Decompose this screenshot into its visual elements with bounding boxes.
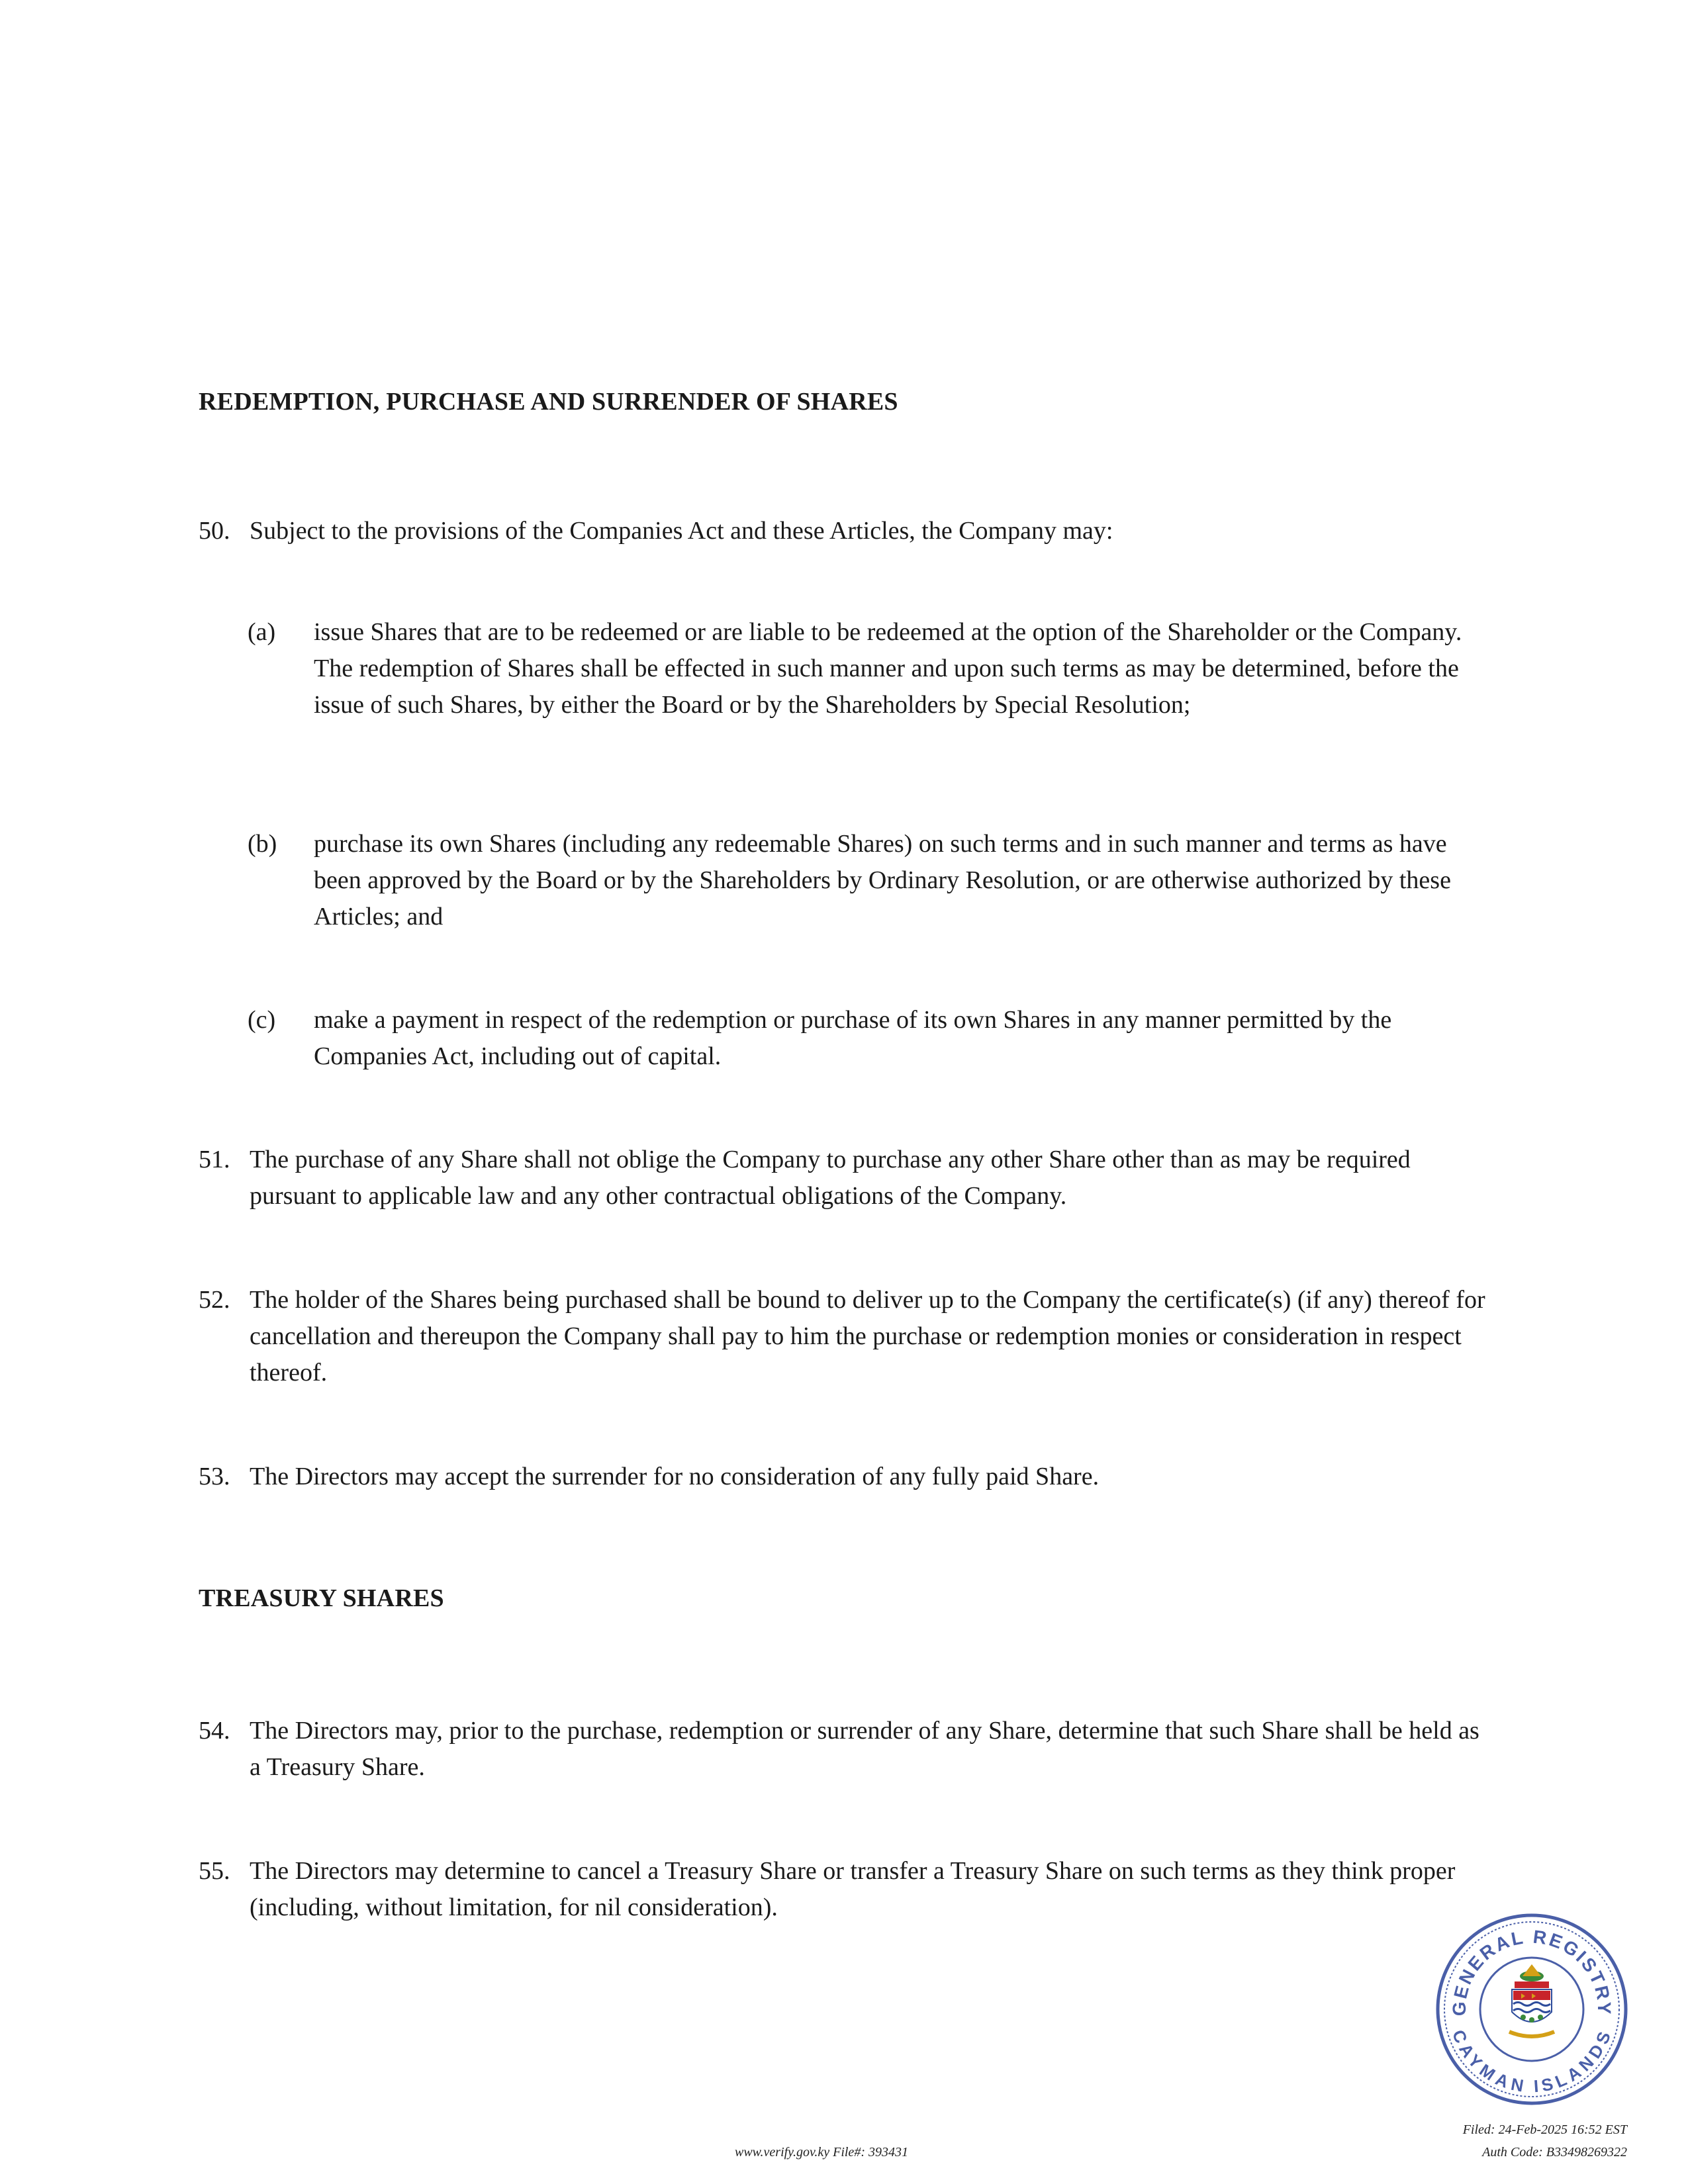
seal-bottom-text: CAYMAN ISLANDS <box>1448 2026 1616 2097</box>
general-registry-seal <box>1435 1913 1628 2106</box>
clause-number: 50. <box>199 517 230 545</box>
clause-text: The holder of the Shares being purchased shall be bound to deliver up to the Company the certificate(s) (if any) thereof for cancellation and thereupon the Company shall pay to him the purchase or redemption monies or consideration in respect thereof. <box>250 1286 1485 1387</box>
verify-file-number: www.verify.gov.ky File#: 393431 <box>735 2145 908 2160</box>
clause-54 <box>199 1713 1489 1786</box>
clause-number: 51. <box>199 1146 230 1173</box>
item-label: (a) <box>248 618 276 646</box>
item-text: purchase its own Shares (including any redeemable Shares) on such terms and in such manner and terms as have been approved by the Board or by the Shareholders by Ordinary Resolution, or are otherwise authorized by these Articles; and <box>314 830 1451 931</box>
filed-timestamp: Filed: 24-Feb-2025 16:52 EST <box>1462 2122 1627 2137</box>
clause-number: 53. <box>199 1463 230 1490</box>
seal-top-text: GENERAL REGISTRY <box>1448 1926 1615 2017</box>
item-text: issue Shares that are to be redeemed or are liable to be redeemed at the option of the Shareholder or the Company. The redemption of Shares shall be effected in such manner and upon such terms as may be determined, before the issue of such Shares, by either the Board or by the Shareholders by Special Resolution; <box>314 618 1462 719</box>
clause-51 <box>199 1142 1489 1214</box>
auth-code: Auth Code: B33498269322 <box>1482 2145 1627 2160</box>
clause-text: Subject to the provisions of the Companies Act and these Articles, the Company may: <box>250 517 1113 545</box>
clause-50 <box>199 513 1489 549</box>
clause-50-item-b <box>248 826 1492 935</box>
clause-text: The purchase of any Share shall not oblige the Company to purchase any other Share other than as may be required pursuant to applicable law and any other contractual obligations of the Company. <box>250 1146 1411 1210</box>
section-heading-treasury: TREASURY SHARES <box>199 1584 444 1612</box>
clause-text: The Directors may determine to cancel a Treasury Share or transfer a Treasury Share on such terms as they think proper (including, without limitation, for nil consideration). <box>250 1857 1456 1921</box>
item-label: (c) <box>248 1006 276 1034</box>
clause-52 <box>199 1282 1489 1391</box>
clause-text: The Directors may, prior to the purchase, redemption or surrender of any Share, determine that such Share shall be held as a Treasury Share. <box>250 1717 1479 1781</box>
clause-55 <box>199 1853 1489 1926</box>
clause-number: 52. <box>199 1286 230 1314</box>
item-label: (b) <box>248 830 277 858</box>
clause-number: 55. <box>199 1857 230 1885</box>
clause-50-item-c <box>248 1002 1492 1075</box>
item-text: make a payment in respect of the redemption or purchase of its own Shares in any manner permitted by the Companies Act, including out of capital. <box>314 1006 1392 1070</box>
clause-53 <box>199 1459 1489 1495</box>
clause-number: 54. <box>199 1717 230 1745</box>
section-heading-redemption: REDEMPTION, PURCHASE AND SURRENDER OF SHARES <box>199 388 898 416</box>
clause-text: The Directors may accept the surrender for no consideration of any fully paid Share. <box>250 1463 1100 1490</box>
clause-50-item-a <box>248 614 1492 723</box>
